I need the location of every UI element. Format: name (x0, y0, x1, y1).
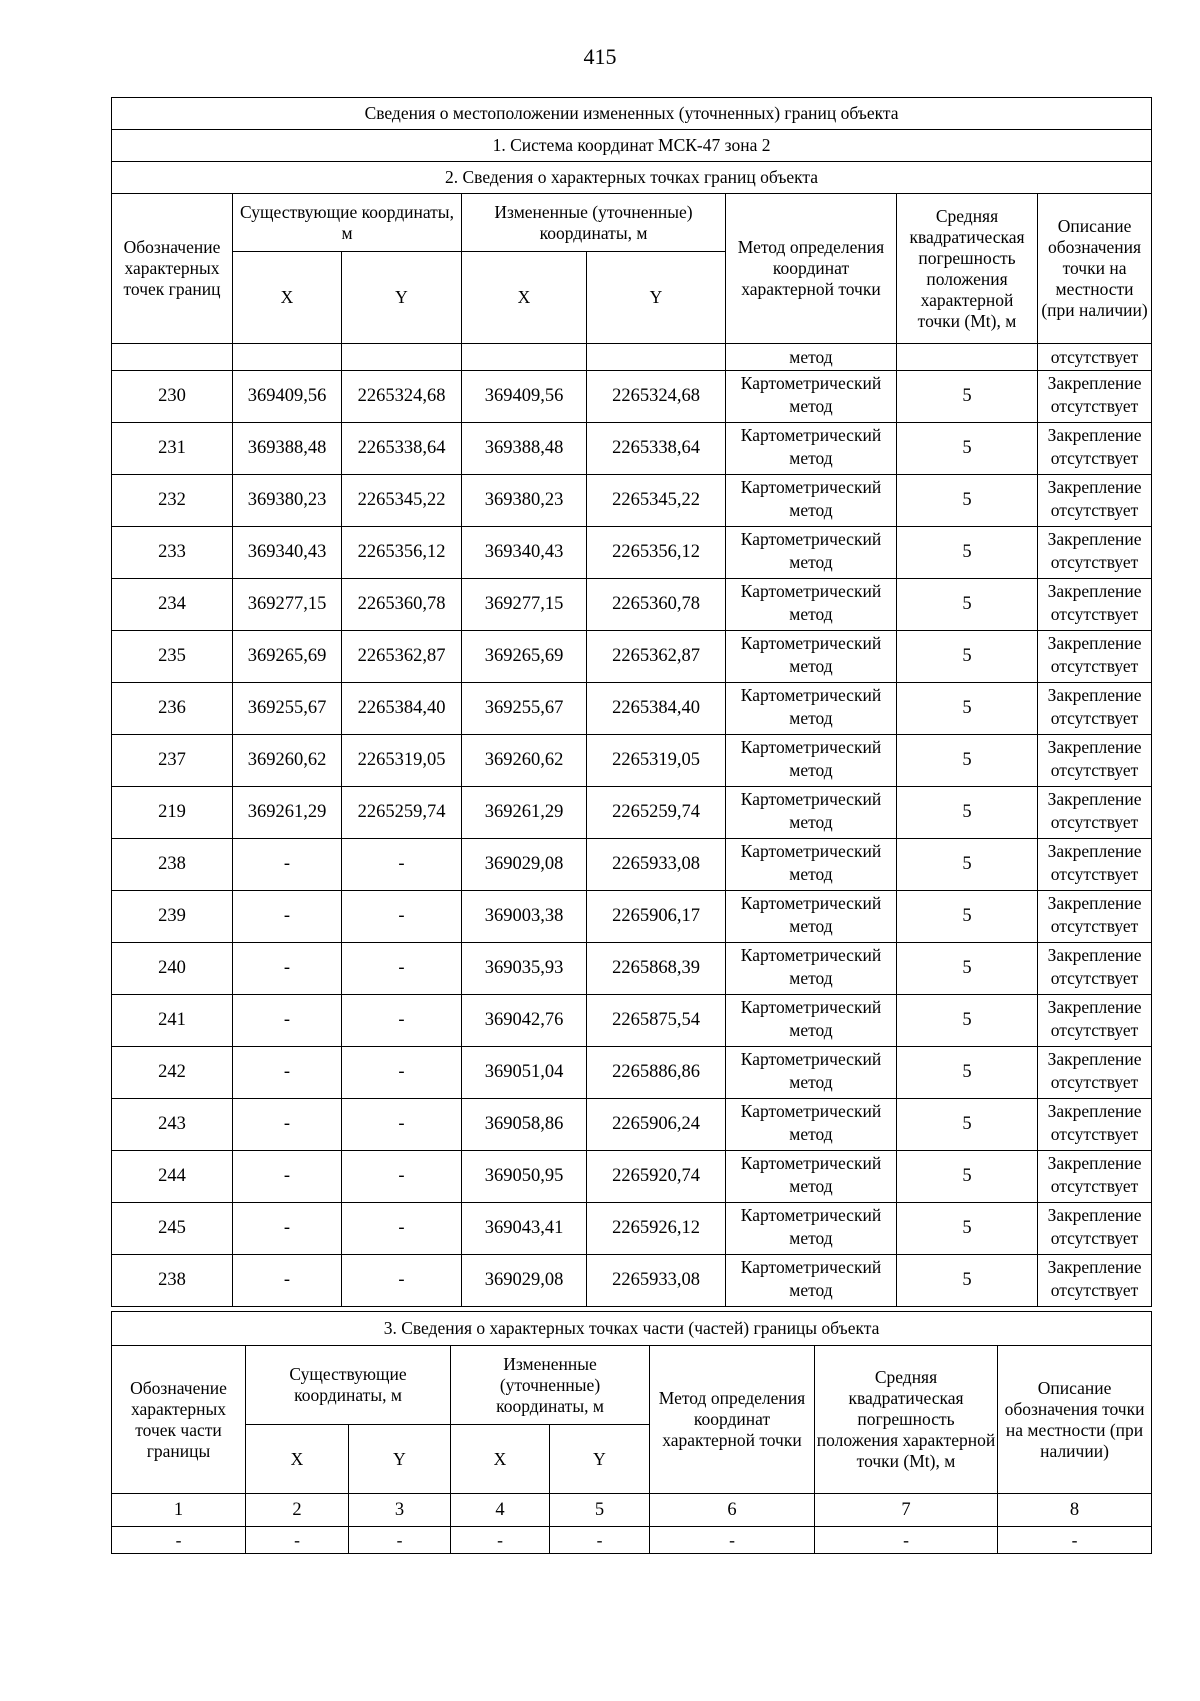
error-cell: 5 (897, 1255, 1038, 1307)
column-number: 8 (998, 1494, 1152, 1527)
point-cell: 233 (112, 527, 233, 579)
table-row (112, 891, 1152, 943)
method-cell: Картометрический метод (726, 371, 897, 423)
table-row (112, 579, 1152, 631)
column-number: 2 (246, 1494, 349, 1527)
method-cell: Картометрический метод (726, 839, 897, 891)
header-error: Средняя квадратическая погрешность положения характерной точки (Mt), м (897, 194, 1038, 344)
changed-x-cell: 369388,48 (462, 423, 587, 475)
point-cell: 243 (112, 1099, 233, 1151)
changed-y-cell: 2265345,22 (587, 475, 726, 527)
error-cell: 5 (897, 1047, 1038, 1099)
method-cell: Картометрический метод (726, 683, 897, 735)
header-existing-coordinates: Существующие координаты, м (233, 194, 462, 252)
changed-y-cell: 2265356,12 (587, 527, 726, 579)
existing-y-cell: - (342, 1255, 462, 1307)
error-cell: 5 (897, 1099, 1038, 1151)
column-numbers-row (112, 1494, 1152, 1527)
existing-x-cell: 369255,67 (233, 683, 342, 735)
part-cell: - (550, 1527, 650, 1554)
existing-x-cell: 369340,43 (233, 527, 342, 579)
error-cell: 5 (897, 787, 1038, 839)
changed-y-cell: 2265259,74 (587, 787, 726, 839)
part-header-description: Описание обозначения точки на местности (при наличии) (998, 1346, 1152, 1494)
changed-x-cell: 369029,08 (462, 839, 587, 891)
changed-x-cell: 369409,56 (462, 371, 587, 423)
table-row (112, 1203, 1152, 1255)
table-row (112, 943, 1152, 995)
changed-y-cell: 2265868,39 (587, 943, 726, 995)
point-cell: 238 (112, 1255, 233, 1307)
changed-x-cell: 369277,15 (462, 579, 587, 631)
table-row (112, 1151, 1152, 1203)
method-cell: Картометрический метод (726, 787, 897, 839)
error-cell: 5 (897, 579, 1038, 631)
table-row (112, 839, 1152, 891)
existing-y-cell: - (342, 943, 462, 995)
error-cell: 5 (897, 1151, 1038, 1203)
description-cell: Закрепление отсутствует (1038, 943, 1152, 995)
points-section-title: 2. Сведения о характерных точках границ объекта (112, 162, 1152, 194)
header-method: Метод определения координат характерной точки (726, 194, 897, 344)
point-cell: 242 (112, 1047, 233, 1099)
error-cell: 5 (897, 631, 1038, 683)
column-number: 1 (112, 1494, 246, 1527)
error-cell: 5 (897, 995, 1038, 1047)
point-cell: 237 (112, 735, 233, 787)
changed-y-cell: 2265926,12 (587, 1203, 726, 1255)
changed-y-cell: 2265384,40 (587, 683, 726, 735)
method-cell: Картометрический метод (726, 943, 897, 995)
error-cell: 5 (897, 371, 1038, 423)
part-cell: - (451, 1527, 550, 1554)
changed-x-cell: 369261,29 (462, 787, 587, 839)
changed-x-cell: 369255,67 (462, 683, 587, 735)
description-cell: Закрепление отсутствует (1038, 995, 1152, 1047)
table-row (112, 423, 1152, 475)
part-cell: - (246, 1527, 349, 1554)
description-cell: Закрепление отсутствует (1038, 527, 1152, 579)
existing-y-cell: - (342, 995, 462, 1047)
existing-x-cell: 369277,15 (233, 579, 342, 631)
method-cell: Картометрический метод (726, 1099, 897, 1151)
part-cell: - (650, 1527, 815, 1554)
changed-x-cell: 369042,76 (462, 995, 587, 1047)
table-row (112, 631, 1152, 683)
partial-method: метод (726, 344, 897, 371)
method-cell: Картометрический метод (726, 891, 897, 943)
existing-y-cell: - (342, 1047, 462, 1099)
column-number: 5 (550, 1494, 650, 1527)
method-cell: Картометрический метод (726, 1255, 897, 1307)
page-number: 415 (583, 44, 617, 69)
existing-x-cell: - (233, 1099, 342, 1151)
part-header-existing-x: X (246, 1425, 349, 1494)
existing-y-cell: 2265356,12 (342, 527, 462, 579)
method-cell: Картометрический метод (726, 631, 897, 683)
part-boundary-points-table (111, 1311, 1152, 1554)
description-cell: Закрепление отсутствует (1038, 1151, 1152, 1203)
table-row (112, 475, 1152, 527)
changed-x-cell: 369340,43 (462, 527, 587, 579)
table-row (112, 371, 1152, 423)
description-cell: Закрепление отсутствует (1038, 475, 1152, 527)
part-header-changed-coordinates: Измененные (уточненные) координаты, м (451, 1346, 650, 1425)
boundary-points-table (111, 97, 1152, 1307)
point-cell: 235 (112, 631, 233, 683)
existing-y-cell: 2265259,74 (342, 787, 462, 839)
existing-x-cell: - (233, 1203, 342, 1255)
existing-x-cell: 369265,69 (233, 631, 342, 683)
description-cell: Закрепление отсутствует (1038, 371, 1152, 423)
table-row (112, 1255, 1152, 1307)
changed-x-cell: 369260,62 (462, 735, 587, 787)
changed-x-cell: 369058,86 (462, 1099, 587, 1151)
method-cell: Картометрический метод (726, 423, 897, 475)
part-cell: - (112, 1527, 246, 1554)
column-number: 6 (650, 1494, 815, 1527)
partial-row (112, 344, 1152, 371)
table-row (112, 787, 1152, 839)
point-cell: 231 (112, 423, 233, 475)
description-cell: Закрепление отсутствует (1038, 1203, 1152, 1255)
existing-y-cell: - (342, 1099, 462, 1151)
part-cell: - (998, 1527, 1152, 1554)
part-header-designation: Обозначение характерных точек части границы (112, 1346, 246, 1494)
existing-y-cell: - (342, 891, 462, 943)
description-cell: Закрепление отсутствует (1038, 1047, 1152, 1099)
point-cell: 234 (112, 579, 233, 631)
part-header-changed-y: Y (550, 1425, 650, 1494)
description-cell: Закрепление отсутствует (1038, 891, 1152, 943)
table-row (112, 1099, 1152, 1151)
part-cell: - (815, 1527, 998, 1554)
existing-y-cell: 2265324,68 (342, 371, 462, 423)
changed-y-cell: 2265875,54 (587, 995, 726, 1047)
existing-x-cell: 369261,29 (233, 787, 342, 839)
point-cell: 239 (112, 891, 233, 943)
changed-y-cell: 2265319,05 (587, 735, 726, 787)
table-title: Сведения о местоположении измененных (уточненных) границ объекта (112, 98, 1152, 130)
method-cell: Картометрический метод (726, 995, 897, 1047)
existing-y-cell: - (342, 1203, 462, 1255)
header-changed-coordinates: Измененные (уточненные) координаты, м (462, 194, 726, 252)
changed-y-cell: 2265362,87 (587, 631, 726, 683)
error-cell: 5 (897, 839, 1038, 891)
part-header-changed-x: X (451, 1425, 550, 1494)
changed-x-cell: 369050,95 (462, 1151, 587, 1203)
method-cell: Картометрический метод (726, 475, 897, 527)
existing-x-cell: - (233, 839, 342, 891)
changed-x-cell: 369380,23 (462, 475, 587, 527)
point-cell: 240 (112, 943, 233, 995)
existing-x-cell: 369409,56 (233, 371, 342, 423)
existing-y-cell: - (342, 1151, 462, 1203)
existing-x-cell: - (233, 943, 342, 995)
point-cell: 245 (112, 1203, 233, 1255)
error-cell: 5 (897, 423, 1038, 475)
error-cell: 5 (897, 891, 1038, 943)
table-row (112, 995, 1152, 1047)
description-cell: Закрепление отсутствует (1038, 631, 1152, 683)
existing-y-cell: 2265338,64 (342, 423, 462, 475)
existing-x-cell: - (233, 1047, 342, 1099)
changed-x-cell: 369043,41 (462, 1203, 587, 1255)
changed-y-cell: 2265906,17 (587, 891, 726, 943)
error-cell: 5 (897, 943, 1038, 995)
changed-x-cell: 369003,38 (462, 891, 587, 943)
changed-y-cell: 2265933,08 (587, 1255, 726, 1307)
existing-y-cell: 2265360,78 (342, 579, 462, 631)
existing-x-cell: - (233, 1151, 342, 1203)
table-row (112, 735, 1152, 787)
changed-y-cell: 2265920,74 (587, 1151, 726, 1203)
point-cell: 241 (112, 995, 233, 1047)
changed-y-cell: 2265324,68 (587, 371, 726, 423)
existing-y-cell: 2265345,22 (342, 475, 462, 527)
changed-x-cell: 369029,08 (462, 1255, 587, 1307)
method-cell: Картометрический метод (726, 579, 897, 631)
header-changed-y: Y (587, 252, 726, 344)
part-header-error: Средняя квадратическая погрешность положения характерной точки (Mt), м (815, 1346, 998, 1494)
header-existing-x: X (233, 252, 342, 344)
existing-x-cell: 369260,62 (233, 735, 342, 787)
error-cell: 5 (897, 683, 1038, 735)
existing-y-cell: 2265319,05 (342, 735, 462, 787)
description-cell: Закрепление отсутствует (1038, 787, 1152, 839)
part-header-method: Метод определения координат характерной точки (650, 1346, 815, 1494)
partial-description: отсутствует (1038, 344, 1152, 371)
description-cell: Закрепление отсутствует (1038, 735, 1152, 787)
existing-y-cell: - (342, 839, 462, 891)
description-cell: Закрепление отсутствует (1038, 1255, 1152, 1307)
existing-x-cell: 369388,48 (233, 423, 342, 475)
column-number: 3 (349, 1494, 451, 1527)
header-description: Описание обозначения точки на местности (при наличии) (1038, 194, 1152, 344)
description-cell: Закрепление отсутствует (1038, 839, 1152, 891)
part-header-existing-coordinates: Существующие координаты, м (246, 1346, 451, 1425)
error-cell: 5 (897, 475, 1038, 527)
part-header-existing-y: Y (349, 1425, 451, 1494)
point-cell: 238 (112, 839, 233, 891)
existing-x-cell: - (233, 995, 342, 1047)
table-row (112, 683, 1152, 735)
error-cell: 5 (897, 527, 1038, 579)
description-cell: Закрепление отсутствует (1038, 683, 1152, 735)
method-cell: Картометрический метод (726, 735, 897, 787)
point-cell: 232 (112, 475, 233, 527)
method-cell: Картометрический метод (726, 1047, 897, 1099)
method-cell: Картометрический метод (726, 527, 897, 579)
existing-y-cell: 2265384,40 (342, 683, 462, 735)
coordinate-system-section: 1. Система координат МСК-47 зона 2 (112, 130, 1152, 162)
changed-y-cell: 2265360,78 (587, 579, 726, 631)
changed-y-cell: 2265338,64 (587, 423, 726, 475)
existing-x-cell: - (233, 1255, 342, 1307)
part-cell: - (349, 1527, 451, 1554)
column-number: 4 (451, 1494, 550, 1527)
table-row (112, 527, 1152, 579)
changed-x-cell: 369051,04 (462, 1047, 587, 1099)
point-cell: 230 (112, 371, 233, 423)
existing-y-cell: 2265362,87 (342, 631, 462, 683)
description-cell: Закрепление отсутствует (1038, 1099, 1152, 1151)
column-number: 7 (815, 1494, 998, 1527)
error-cell: 5 (897, 735, 1038, 787)
changed-y-cell: 2265933,08 (587, 839, 726, 891)
description-cell: Закрепление отсутствует (1038, 579, 1152, 631)
changed-x-cell: 369265,69 (462, 631, 587, 683)
point-cell: 219 (112, 787, 233, 839)
header-designation: Обозначение характерных точек границ (112, 194, 233, 344)
table-row (112, 1047, 1152, 1099)
existing-x-cell: - (233, 891, 342, 943)
point-cell: 244 (112, 1151, 233, 1203)
existing-x-cell: 369380,23 (233, 475, 342, 527)
method-cell: Картометрический метод (726, 1151, 897, 1203)
description-cell: Закрепление отсутствует (1038, 423, 1152, 475)
part-section-title: 3. Сведения о характерных точках части (частей) границы объекта (112, 1312, 1152, 1346)
header-changed-x: X (462, 252, 587, 344)
changed-y-cell: 2265886,86 (587, 1047, 726, 1099)
point-cell: 236 (112, 683, 233, 735)
changed-x-cell: 369035,93 (462, 943, 587, 995)
header-existing-y: Y (342, 252, 462, 344)
error-cell: 5 (897, 1203, 1038, 1255)
table-row (112, 1527, 1152, 1554)
method-cell: Картометрический метод (726, 1203, 897, 1255)
changed-y-cell: 2265906,24 (587, 1099, 726, 1151)
